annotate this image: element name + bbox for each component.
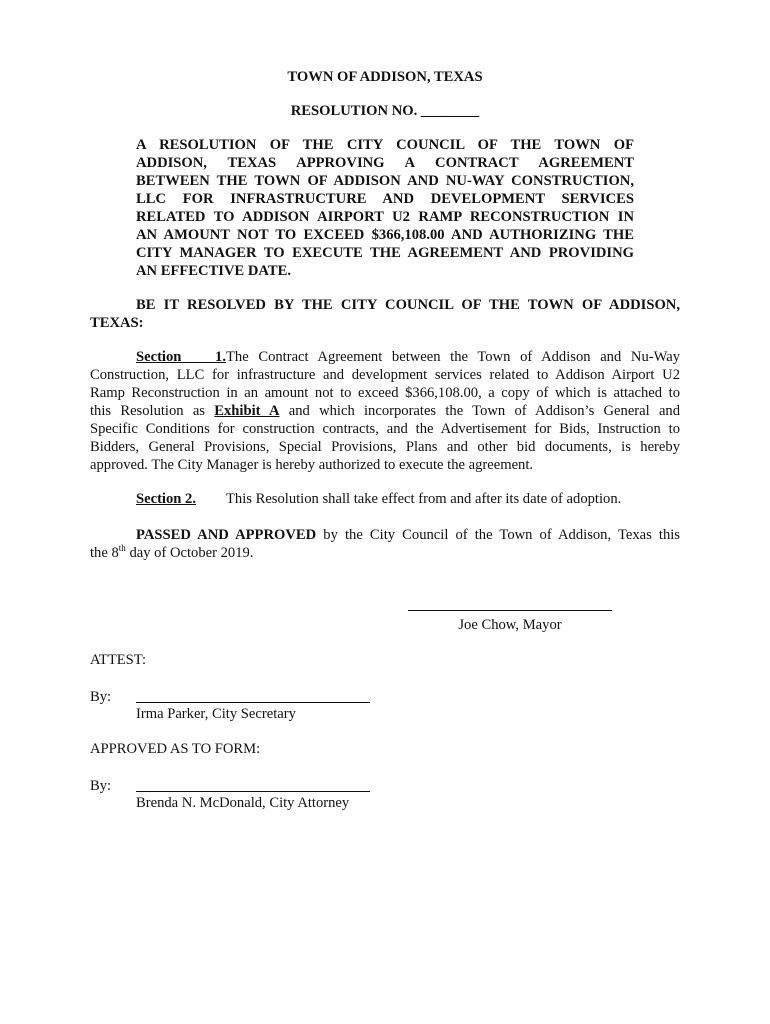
section-1-text: The Contract Agreement between the Town of Addison and Nu-Way (226, 349, 680, 365)
approved-form-by-label: By: (90, 778, 112, 794)
section-1-line (90, 348, 680, 366)
caption-line: LLC FOR INFRASTRUCTURE AND DEVELOPMENT SERVICES (136, 191, 634, 207)
section-1-text: and which incorporates the Town of Addison’s General and (288, 403, 681, 419)
ordinal-suffix: th (118, 543, 126, 554)
section-1-text: this Resolution as (90, 403, 205, 419)
caption-line: ADDISON, TEXAS APPROVING A CONTRACT AGREEMENT (136, 155, 634, 171)
resolution-caption (136, 136, 634, 280)
section-1-line: Construction, LLC for infrastructure and development services related to Addison Airport U2 (90, 367, 680, 383)
section-1 (90, 348, 680, 474)
section-1-line (90, 402, 680, 420)
town-title: TOWN OF ADDISON, TEXAS (287, 69, 483, 85)
caption-line: BETWEEN THE TOWN OF ADDISON AND NU-WAY CONSTRUCTION, (136, 173, 634, 189)
attorney-name: Brenda N. McDonald, City Attorney (136, 795, 350, 811)
attest-by-label: By: (90, 689, 112, 705)
passed-line (90, 544, 680, 562)
passed-date-rest: day of October 2019. (125, 545, 254, 561)
section-1-line: Ramp Reconstruction in an amount not to exceed $366,108.00, a copy of which is attached to (90, 385, 680, 401)
passed-date: the 8 (90, 545, 119, 561)
caption-line: AN EFFECTIVE DATE. (136, 263, 292, 279)
caption-line: RELATED TO ADDISON AIRPORT U2 RAMP RECONSTRUCTION IN (136, 209, 634, 225)
resolved-line: BE IT RESOLVED BY THE CITY COUNCIL OF THE TOWN OF ADDISON, (136, 297, 680, 313)
section-1-line: Specific Conditions for construction contracts, and the Advertisement for Bids, Instruction to (90, 421, 680, 437)
section-1-line: Bidders, General Provisions, Special Provisions, Plans and other bid documents, is hereby (90, 439, 680, 455)
caption-line: AN AMOUNT NOT TO EXCEED $366,108.00 AND AUTHORIZING THE (136, 227, 634, 243)
section-1-line: approved. The City Manager is hereby authorized to execute the agreement. (90, 457, 534, 473)
passed-approved (90, 526, 680, 562)
caption-line: CITY MANAGER TO EXECUTE THE AGREEMENT AND PROVIDING (136, 245, 634, 261)
resolution-number: RESOLUTION NO. ________ (290, 103, 480, 119)
passed-text: by the City Council of the Town of Addison, Texas this (323, 527, 680, 543)
attest-label: ATTEST: (90, 652, 147, 668)
section-2-text: This Resolution shall take effect from and after its date of adoption. (226, 491, 622, 507)
section-2 (136, 490, 680, 508)
resolved-line: TEXAS: (90, 315, 144, 331)
caption-line: A RESOLUTION OF THE CITY COUNCIL OF THE TOWN OF (136, 137, 634, 153)
section-2-heading: Section 2. (136, 491, 196, 507)
secretary-name: Irma Parker, City Secretary (136, 706, 296, 722)
mayor-name: Joe Chow, Mayor (458, 617, 562, 633)
resolved-clause (90, 296, 680, 332)
passed-line (90, 526, 680, 544)
mayor-signature-line (408, 610, 612, 611)
passed-approved-heading: PASSED AND APPROVED (136, 527, 317, 543)
section-1-heading: Section 1. (136, 349, 226, 365)
secretary-signature-line (136, 702, 370, 703)
attorney-signature-line (136, 791, 370, 792)
exhibit-a-reference: Exhibit A (214, 403, 280, 419)
approved-form-label: APPROVED AS TO FORM: (90, 741, 261, 757)
